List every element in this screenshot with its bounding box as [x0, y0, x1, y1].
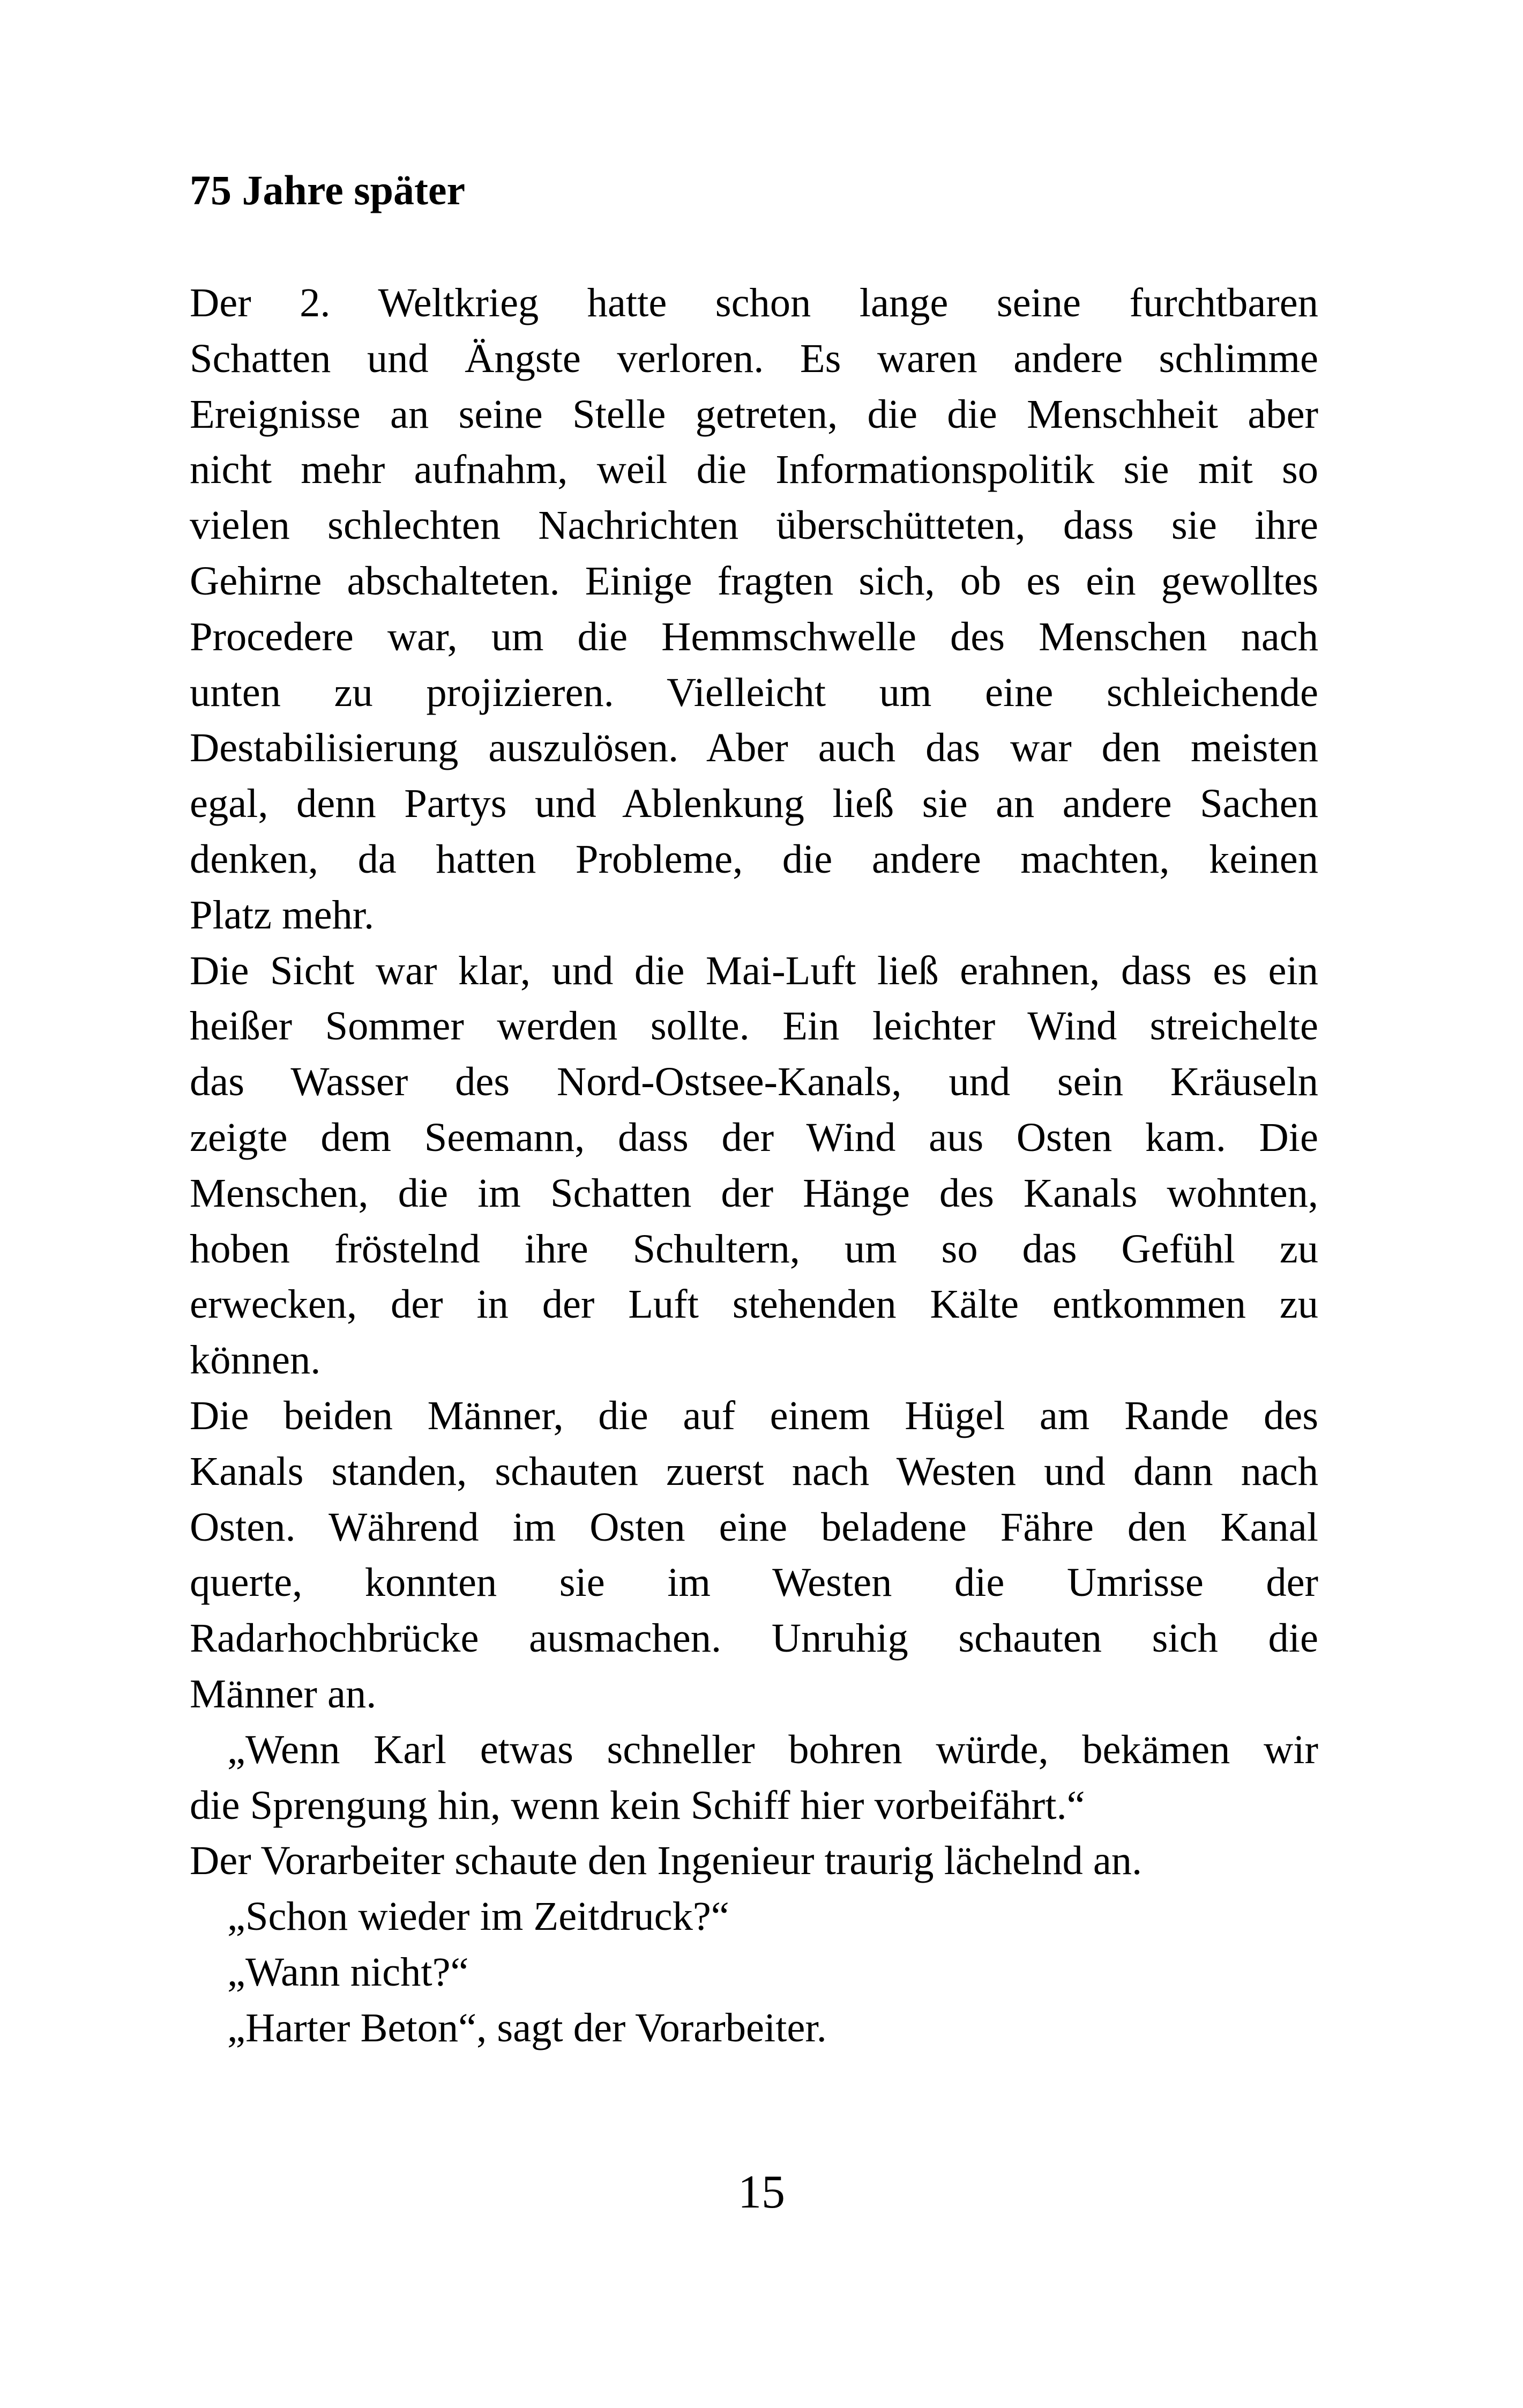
text-line: „Schon wieder im Zeitdruck?“: [227, 1893, 729, 1939]
text-line: Platz mehr.: [190, 891, 375, 938]
text-line: egal, denn Partys und Ablenkung ließ sie an andere Sachen: [190, 781, 1318, 827]
body-text: [190, 275, 1318, 2056]
text-line: das Wasser des Nord-Ostsee-Kanals, und sein Kräuseln: [190, 1059, 1318, 1105]
text-line: Der 2. Weltkrieg hatte schon lange seine furchtbaren: [190, 280, 1318, 325]
text-line: Menschen, die im Schatten der Hänge des Kanals wohnten,: [190, 1170, 1318, 1216]
text-line: heißer Sommer werden sollte. Ein leichter Wind streichelte: [190, 1003, 1318, 1049]
text-line: können.: [190, 1337, 321, 1383]
text-line: erwecken, der in der Luft stehenden Kälte entkommen zu: [190, 1281, 1318, 1327]
text-line: Männer an.: [190, 1670, 377, 1716]
text-line: nicht mehr aufnahm, weil die Informationspolitik sie mit so: [190, 447, 1318, 493]
text-line: Gehirne abschalteten. Einige fragten sich, ob es ein gewolltes: [190, 558, 1318, 604]
text-line: Der Vorarbeiter schaute den Ingenieur traurig lächelnd an.: [190, 1838, 1143, 1884]
text-line: Radarhochbrücke ausmachen. Unruhig schauten sich die: [190, 1615, 1318, 1661]
text-line: zeigte dem Seemann, dass der Wind aus Osten kam. Die: [190, 1114, 1318, 1160]
text-line: Destabilisierung auszulösen. Aber auch das war den meisten: [190, 725, 1318, 771]
text-line: die Sprengung hin, wenn kein Schiff hier vorbeifährt.“: [190, 1782, 1085, 1828]
text-line: denken, da hatten Probleme, die andere machten, keinen: [190, 836, 1318, 882]
text-line: „Wann nicht?“: [227, 1949, 469, 1995]
text-line: Schatten und Ängste verloren. Es waren andere schlimme: [190, 335, 1318, 381]
text-line: vielen schlechten Nachrichten überschütteten, dass sie ihre: [190, 502, 1318, 548]
text-line: „Harter Beton“, sagt der Vorarbeiter.: [227, 2004, 827, 2050]
text-line: querte, konnten sie im Westen die Umrisse der: [190, 1559, 1318, 1606]
text-line: hoben fröstelnd ihre Schultern, um so das Gefühl zu: [190, 1225, 1318, 1272]
page-number: 15: [738, 2166, 785, 2218]
text-line: Die Sicht war klar, und die Mai-Luft ließ erahnen, dass es ein: [190, 947, 1318, 993]
text-line: unten zu projizieren. Vielleicht um eine schleichende: [190, 669, 1318, 715]
chapter-heading: 75 Jahre später: [190, 167, 466, 213]
text-line: Die beiden Männer, die auf einem Hügel am Rande des: [190, 1392, 1318, 1438]
text-line: Osten. Während im Osten eine beladene Fähre den Kanal: [190, 1504, 1318, 1550]
text-line: Kanals standen, schauten zuerst nach Westen und dann nach: [190, 1448, 1318, 1494]
text-line: Ereignisse an seine Stelle getreten, die die Menschheit aber: [190, 391, 1318, 437]
text-line: „Wenn Karl etwas schneller bohren würde, bekämen wir: [227, 1726, 1318, 1772]
text-line: Procedere war, um die Hemmschwelle des Menschen nach: [190, 613, 1318, 659]
